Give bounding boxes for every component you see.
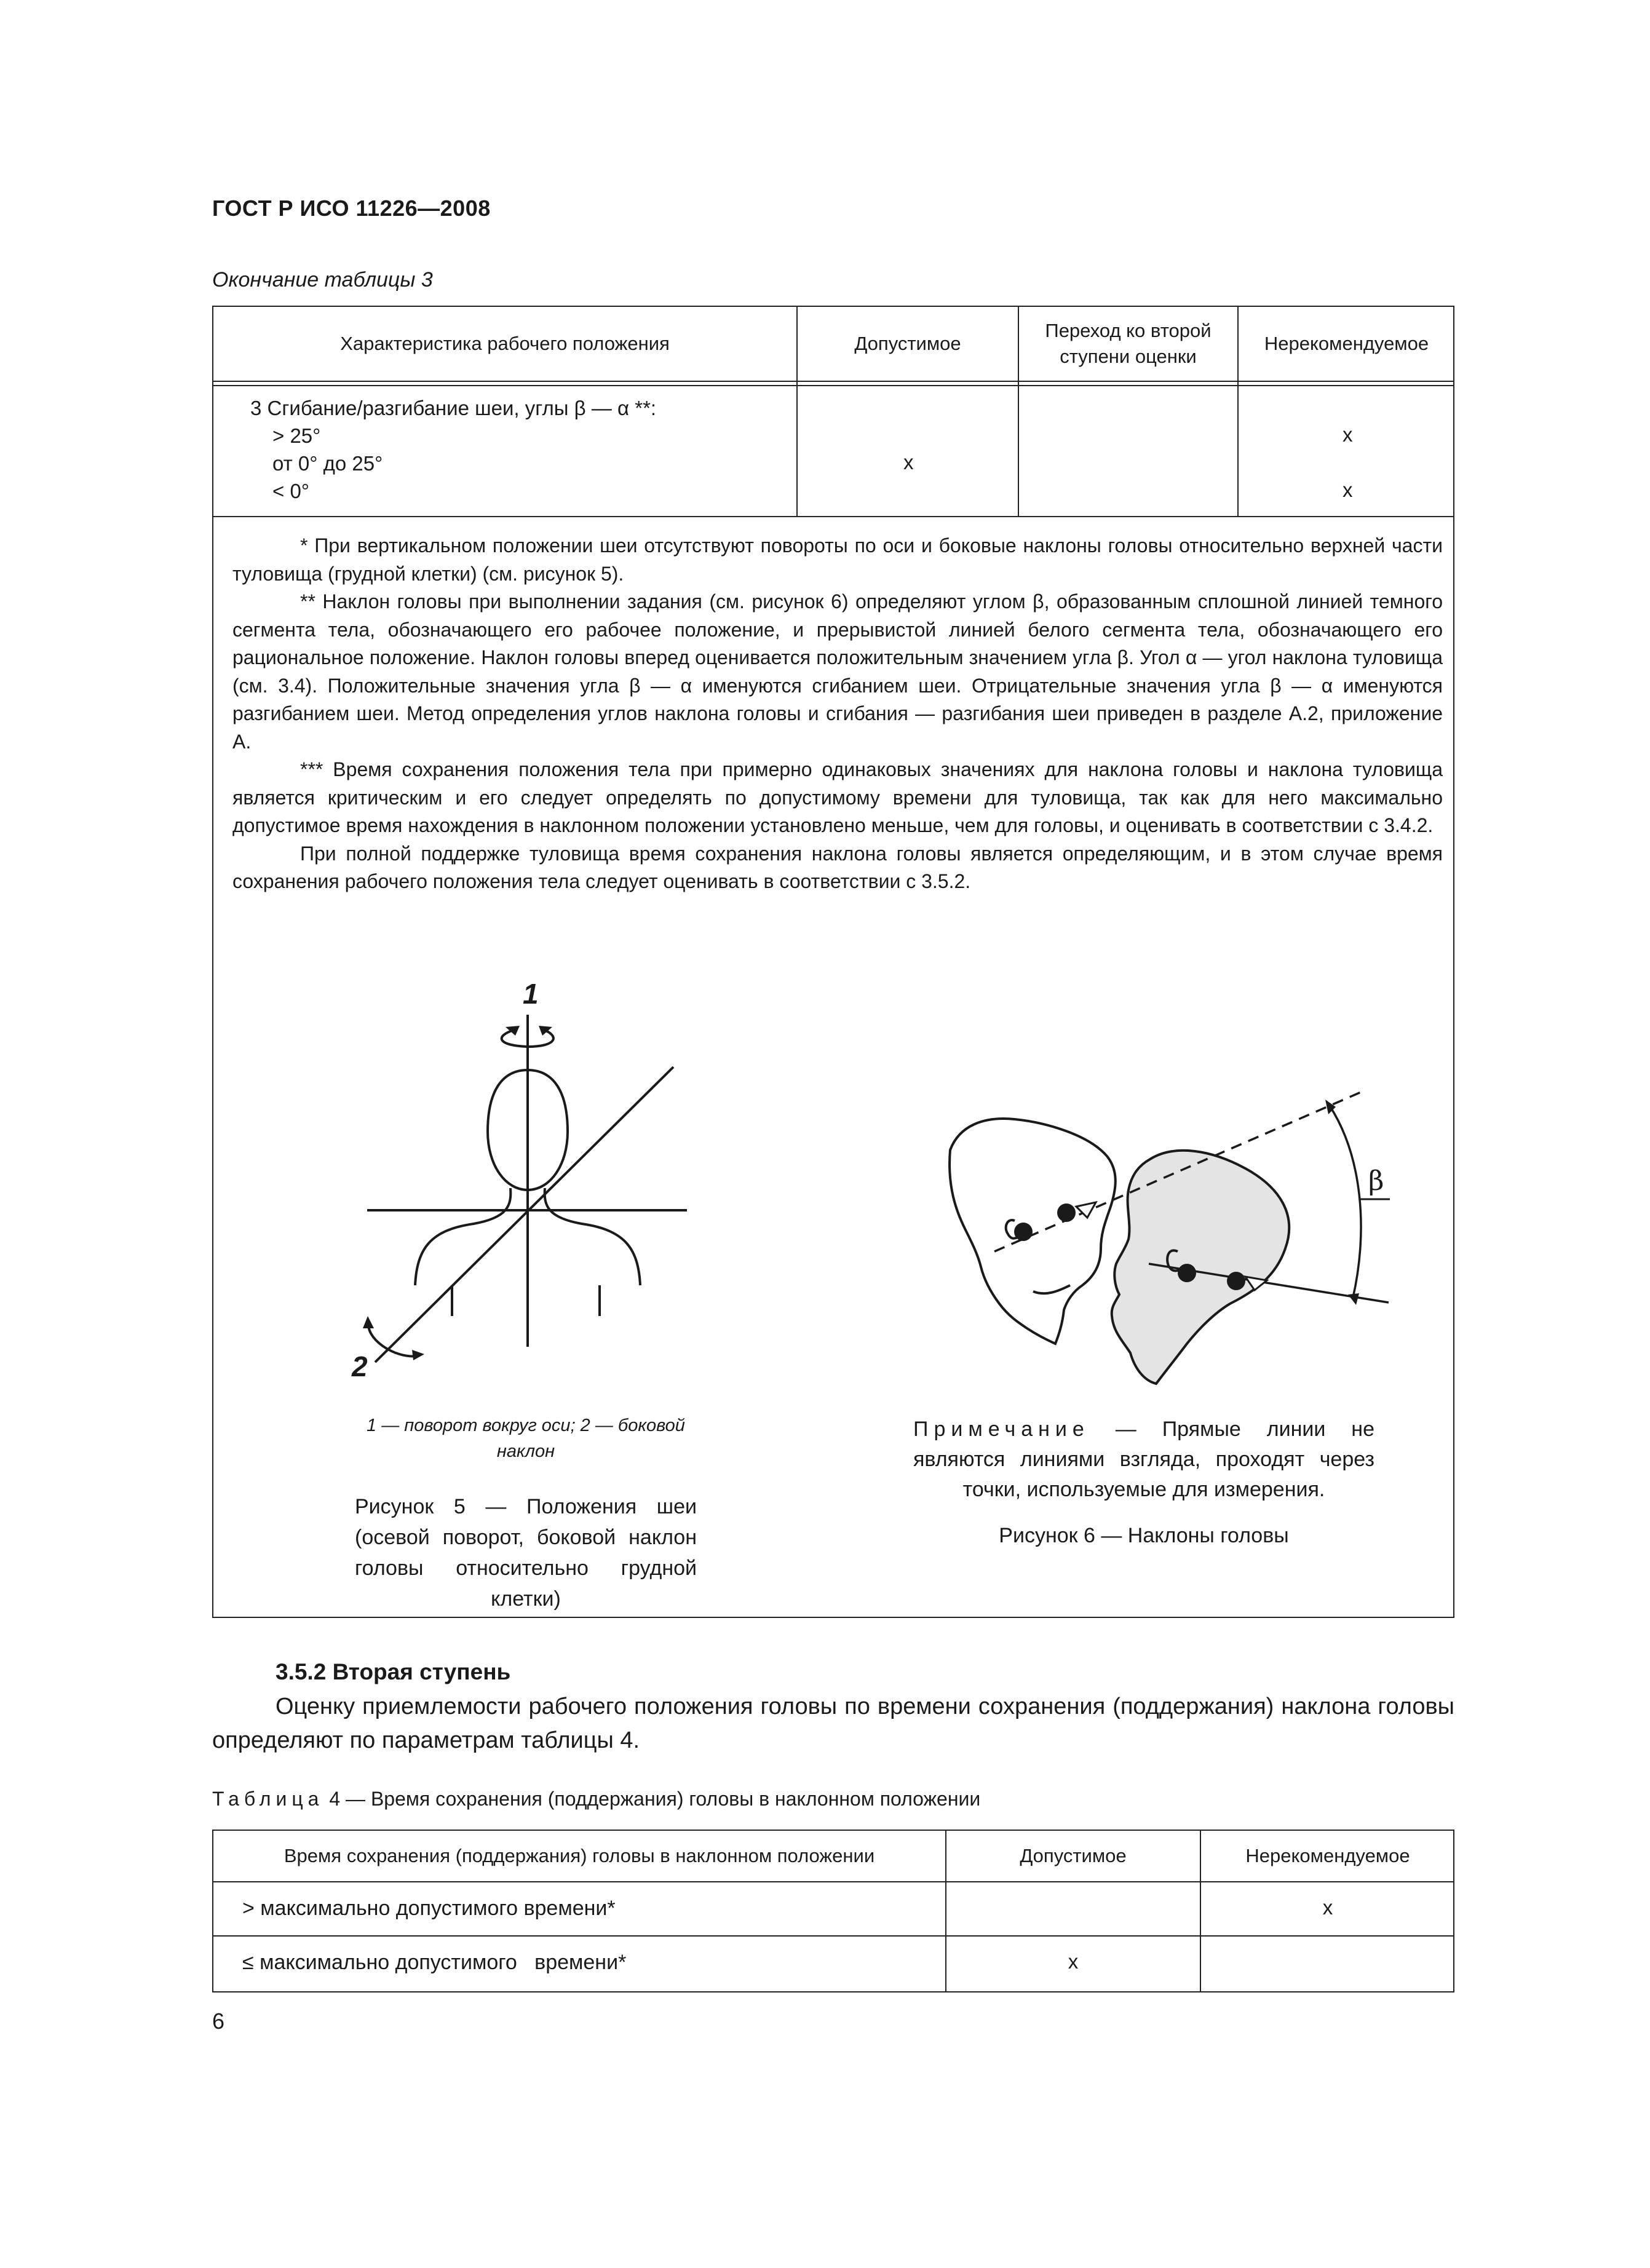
figure-5-legend: 1 — поворот вокруг оси; 2 — боковой наклон xyxy=(367,1416,685,1461)
t4-row-2-acceptable: x xyxy=(1068,1950,1079,1973)
note-4: При полной поддержке туловища время сохранения наклона головы является определяющим, и в этом случае время сохранения рабочего положения тела следует оценивать в соответствии с 3.5.2. xyxy=(232,842,1443,892)
figure-6-note-text: — Прямые линии не являются линиями взгляда, проходят через точки, используемые для измерения. xyxy=(913,1418,1374,1501)
col-header-second-stage: Переход ко второй ступени оценки xyxy=(1045,320,1212,367)
figure-5-label-2: 2 xyxy=(352,1350,368,1382)
col-header-characteristic: Характеристика рабочего положения xyxy=(340,333,670,355)
figure-6-note-prefix: Примечание xyxy=(913,1418,1090,1441)
mark-0to25-acceptable: x xyxy=(903,451,914,474)
table-3-notes xyxy=(232,532,1443,896)
note-1: * При вертикальном положении шеи отсутствуют повороты по оси и боковые наклоны головы относительно верхней части туловища (грудной клетки) (см. рисунок 5). xyxy=(232,534,1443,585)
figure-5-caption: Рисунок 5 — Положения шеи (осевой поворот, боковой наклон головы относительно грудной клетки) xyxy=(355,1495,697,1611)
t4-row-1-not-recommended: x xyxy=(1322,1896,1333,1919)
t4-col-header-acceptable: Допустимое xyxy=(1020,1845,1127,1867)
note-3: *** Время сохранения положения тела при примерно одинаковых значениях для наклона головы и наклона туловища является критическим и его следует определять по допустимому времени для туловища, так как для него максимально допустимое время нахождения в наклонном положении установлено меньше, чем для головы, и оценивать в соответствии с 3.4.2. xyxy=(232,758,1443,836)
table-4-caption-text: 4 — Время сохранения (поддержания) головы в наклонном положении xyxy=(323,1788,981,1810)
t4-row-1-label: > максимально допустимого времени* xyxy=(242,1897,616,1920)
figure-5-label-1: 1 xyxy=(523,978,539,1010)
document-header: ГОСТ Р ИСО 11226—2008 xyxy=(212,196,491,221)
t4-col-header-time: Время сохранения (поддержания) головы в наклонном положении xyxy=(284,1845,875,1867)
row-item-gt25: > 25° xyxy=(272,424,321,447)
table-4-caption xyxy=(212,1788,980,1810)
row-title: 3 Сгибание/разгибание шеи, углы β — α **: xyxy=(250,397,657,419)
col-header-not-recommended: Нерекомендуемое xyxy=(1264,333,1429,355)
section-text: Оценку приемлемости рабочего положения головы по времени сохранения (поддержания) наклона головы определяют по параметрам таблицы 4. xyxy=(212,1694,1454,1753)
col-header-acceptable: Допустимое xyxy=(854,333,961,355)
row-item-lt0: < 0° xyxy=(272,480,309,502)
table-4 xyxy=(212,1830,1454,1992)
t4-row-2-label: ≤ максимально допустимого времени* xyxy=(242,1951,627,1974)
mark-lt0-not-recommended: x xyxy=(1343,478,1353,501)
figure-6-note xyxy=(913,1414,1374,1505)
figure-6-head-tilts xyxy=(916,1070,1408,1402)
t4-col-header-not-recommended: Нерекомендуемое xyxy=(1245,1845,1410,1867)
page-number: 6 xyxy=(212,2008,225,2034)
row-item-0to25: от 0° до 25° xyxy=(272,452,383,475)
table-continuation-label: Окончание таблицы 3 xyxy=(212,268,433,291)
figure-5-neck-positions xyxy=(344,959,713,1390)
table-4-caption-prefix: Таблица xyxy=(212,1788,324,1810)
mark-gt25-not-recommended: x xyxy=(1343,423,1353,446)
figure-6-beta-label: β xyxy=(1368,1165,1384,1197)
note-2: ** Наклон головы при выполнении задания (см. рисунок 6) определяют углом β, образованным сплошной линией темного сегмента тела, обозначающего его рабочее положение, и прерывистой линией белого сегмента тела, обозначающего его рациональное положение. Наклон головы вперед оценивается положительным значением угла β. Угол α — угол наклона туловища (см. 3.4). Положительные значения угла β — α именуются сгибанием шеи. Отрицательные значения угла β — α именуются разгибанием шеи. Метод определения углов наклона головы и сгибания — разгибания шеи приведен в разделе А.2, приложение А. xyxy=(232,590,1443,753)
figure-6-caption: Рисунок 6 — Наклоны головы xyxy=(999,1524,1289,1547)
section-title: 3.5.2 Вторая ступень xyxy=(276,1659,511,1684)
